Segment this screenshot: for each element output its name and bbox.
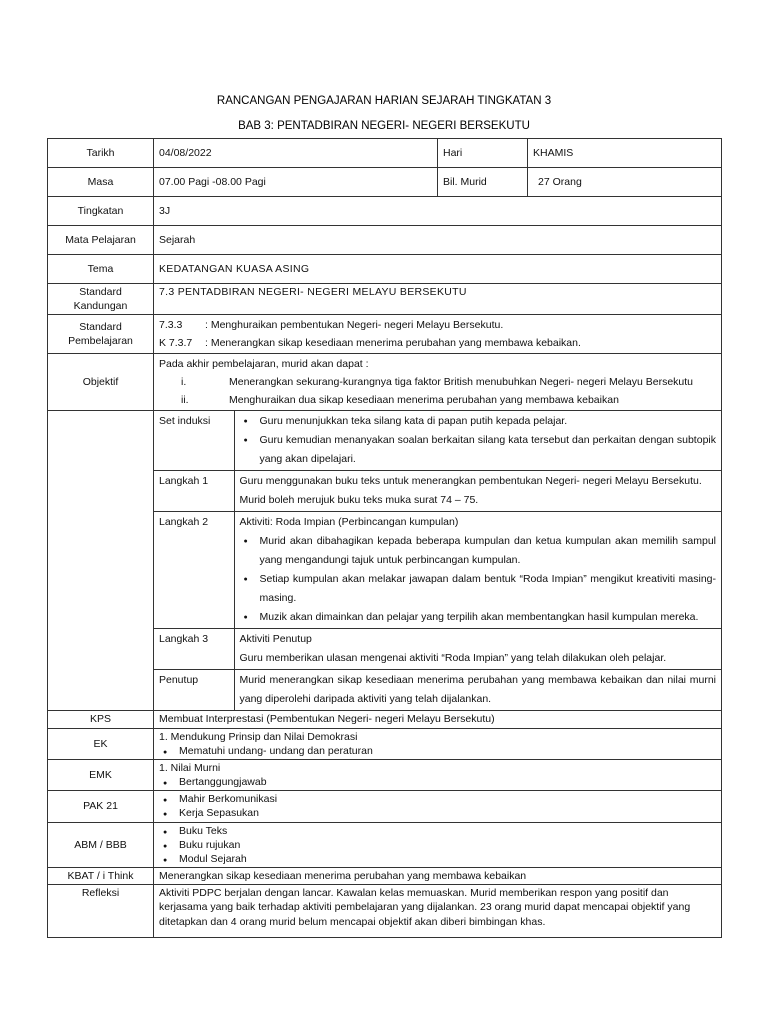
- kbat-value: Menerangkan sikap kesediaan menerima perubahan yang membawa kebaikan: [154, 868, 722, 885]
- row-masa: [48, 168, 722, 197]
- sp-text: : Menerangkan sikap kesediaan menerima perubahan yang membawa kebaikan.: [205, 337, 581, 350]
- row-tema: [48, 255, 722, 284]
- steps-table: [154, 411, 721, 710]
- tarikh-value: 04/08/2022: [154, 139, 438, 168]
- langkah-empty-label: [48, 411, 154, 711]
- objektif-text: Menghuraikan dua sikap kesediaan menerima perubahan yang membawa kebaikan: [229, 394, 619, 407]
- step-line: Murid boleh merujuk buku teks muka surat 74 – 75.: [239, 494, 479, 507]
- hari-value: KHAMIS: [528, 139, 722, 168]
- tingkatan-value: 3J: [154, 197, 722, 226]
- step-content: [234, 471, 721, 512]
- list-item: ● Muzik akan dimainkan dan pelajar yang terpilih akan membentangkan hasil kumpulan mereka.: [240, 608, 717, 627]
- step-content: [234, 411, 721, 471]
- step-langkah-2: [154, 512, 721, 629]
- pak21-value: [154, 791, 722, 822]
- emk-value: [154, 759, 722, 790]
- bil-murid-value: 27 Orang: [528, 168, 722, 197]
- abm-label: ABM / BBB: [48, 822, 154, 868]
- kbat-label: KBAT / i Think: [48, 868, 154, 885]
- step-langkah-1: [154, 471, 721, 512]
- tarikh-label: Tarikh: [48, 139, 154, 168]
- list-item: ● Buku Teks: [159, 824, 716, 838]
- list-item: ● Modul Sejarah: [159, 852, 716, 866]
- list-item: ● Kerja Sepasukan: [159, 806, 716, 820]
- kps-label: KPS: [48, 711, 154, 728]
- list-item: ● Setiap kumpulan akan melakar jawapan dalam bentuk “Roda Impian” mengikut kreativiti masing- masing.: [240, 570, 717, 608]
- step-label: Langkah 1: [154, 471, 234, 512]
- step-line: Guru memberikan ulasan mengenai aktiviti “Roda Impian” yang telah dilakukan oleh pelajar.: [239, 652, 667, 665]
- emk-label: EMK: [48, 759, 154, 790]
- step-content: [234, 512, 721, 629]
- ek-value: [154, 728, 722, 759]
- step-label: Langkah 3: [154, 629, 234, 670]
- objektif-text: Menerangkan sekurang-kurangnya tiga faktor British menubuhkan Negeri- negeri Melayu Bersekutu: [229, 376, 694, 389]
- objektif-intro: Pada akhir pembelajaran, murid akan dapat :: [159, 358, 369, 371]
- sp-item: [159, 334, 716, 352]
- tingkatan-label: Tingkatan: [48, 197, 154, 226]
- row-mata-pelajaran: [48, 226, 722, 255]
- masa-value: 07.00 Pagi -08.00 Pagi: [154, 168, 438, 197]
- row-emk: [48, 759, 722, 790]
- list-item: ● Guru kemudian menanyakan soalan berkaitan silang kata tersebut dan perkaitan dengan subtopik yang akan dipelajari.: [240, 431, 717, 469]
- row-langkah: [48, 411, 722, 711]
- standard-kandungan-value: 7.3 PENTADBIRAN NEGERI- NEGERI MELAYU BERSEKUTU: [154, 284, 722, 315]
- ek-line: 1. Mendukung Prinsip dan Nilai Demokrasi: [159, 730, 358, 743]
- objektif-item: [159, 391, 716, 409]
- row-kps: [48, 711, 722, 728]
- row-tingkatan: [48, 197, 722, 226]
- refleksi-label: Refleksi: [48, 885, 154, 938]
- step-langkah-3: [154, 629, 721, 670]
- list-item: ● Mahir Berkomunikasi: [159, 792, 716, 806]
- list-item: ● Buku rujukan: [159, 838, 716, 852]
- step-content: [234, 629, 721, 670]
- tema-value: KEDATANGAN KUASA ASING: [154, 255, 722, 284]
- document-title: RANCANGAN PENGAJARAN HARIAN SEJARAH TINGKATAN 3: [216, 95, 552, 107]
- step-label: Langkah 2: [154, 512, 234, 629]
- standard-kandungan-label: Standard Kandungan: [48, 284, 154, 315]
- emk-line: 1. Nilai Murni: [159, 761, 221, 774]
- kps-value: Membuat Interprestasi (Pembentukan Negeri- negeri Melayu Bersekutu): [154, 711, 722, 728]
- sp-code: 7.3.3: [159, 319, 183, 332]
- hari-label: Hari: [438, 139, 528, 168]
- step-set-induksi: [154, 411, 721, 471]
- list-item: ● Mematuhi undang- undang dan peraturan: [159, 744, 716, 758]
- row-refleksi: [48, 885, 722, 938]
- sp-code: K 7.3.7: [159, 337, 193, 350]
- tema-label: Tema: [48, 255, 154, 284]
- list-item: ● Bertanggungjawab: [159, 775, 716, 789]
- step-content: Murid menerangkan sikap kesediaan menerima perubahan yang membawa kebaikan dan nilai murni yang diperolehi daripada aktiviti yang telah dijalankan.: [234, 670, 721, 711]
- objektif-num: ii.: [181, 394, 189, 407]
- row-pak21: [48, 791, 722, 822]
- masa-label: Masa: [48, 168, 154, 197]
- step-label: Set induksi: [154, 411, 234, 471]
- lesson-plan-table: [47, 138, 722, 938]
- objektif-value: [154, 354, 722, 411]
- objektif-item: [159, 373, 716, 391]
- langkah-cell: [154, 411, 722, 711]
- row-tarikh: [48, 139, 722, 168]
- row-abm: [48, 822, 722, 868]
- step-line: Guru menggunakan buku teks untuk menerangkan pembentukan Negeri- negeri Melayu Bersekutu.: [239, 475, 702, 488]
- pak21-label: PAK 21: [48, 791, 154, 822]
- list-item: ● Murid akan dibahagikan kepada beberapa kumpulan dan ketua kumpulan akan memilih sampul yang mengandungi tajuk untuk perbincangan kumpulan.: [240, 532, 717, 570]
- abm-value: [154, 822, 722, 868]
- objektif-label: Objektif: [48, 354, 154, 411]
- row-kbat: [48, 868, 722, 885]
- mata-pelajaran-value: Sejarah: [154, 226, 722, 255]
- row-standard-kandungan: [48, 284, 722, 315]
- step-heading: Aktiviti: Roda Impian (Perbincangan kumpulan): [239, 516, 459, 529]
- refleksi-value: Aktiviti PDPC berjalan dengan lancar. Kawalan kelas memuaskan. Murid memberikan respon yang positif dan kerjasama yang baik terhadap aktiviti pembelajaran yang dijalankan. 23 orang murid dapat mencapai objektif yang ditetapkan dan 4 orang murid belum mencapai objektif akan diberi bimbingan khas.: [154, 885, 722, 938]
- step-penutup: [154, 670, 721, 711]
- mata-pelajaran-label: Mata Pelajaran: [48, 226, 154, 255]
- row-objektif: [48, 354, 722, 411]
- sp-item: [159, 316, 716, 334]
- objektif-num: i.: [181, 376, 187, 389]
- list-item: ● Guru menunjukkan teka silang kata di papan putih kepada pelajar.: [240, 412, 717, 431]
- step-line: Aktiviti Penutup: [239, 633, 312, 646]
- bil-murid-label: Bil. Murid: [438, 168, 528, 197]
- step-label: Penutup: [154, 670, 234, 711]
- row-ek: [48, 728, 722, 759]
- document-subtitle: BAB 3: PENTADBIRAN NEGERI- NEGERI BERSEKUTU: [238, 120, 530, 132]
- sp-text: : Menghuraikan pembentukan Negeri- negeri Melayu Bersekutu.: [205, 319, 504, 332]
- standard-pembelajaran-value: [154, 315, 722, 354]
- ek-label: EK: [48, 728, 154, 759]
- row-standard-pembelajaran: [48, 315, 722, 354]
- standard-pembelajaran-label: Standard Pembelajaran: [48, 315, 154, 354]
